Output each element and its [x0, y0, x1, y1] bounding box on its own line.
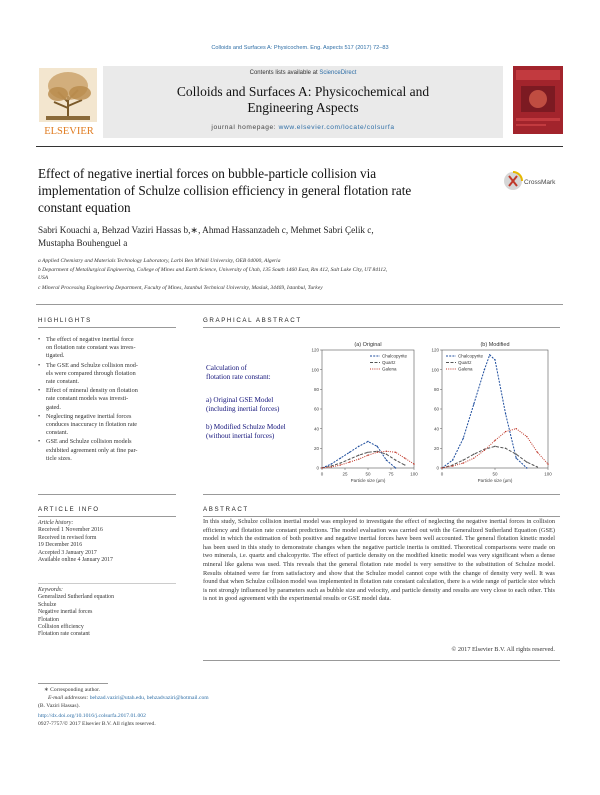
- highlights-list: [38, 336, 174, 464]
- data-point: [349, 458, 350, 459]
- data-point: [516, 454, 517, 455]
- x-tick-label: 100: [544, 471, 552, 477]
- article-title-line-1: Effect of negative inertial forces on bubble-particle collision via: [38, 166, 377, 181]
- data-point: [386, 459, 387, 460]
- data-point: [526, 467, 527, 468]
- chart-modified: [428, 338, 558, 486]
- legend-entry: Quartz: [458, 360, 472, 366]
- author-list: [38, 224, 558, 250]
- data-point: [537, 466, 538, 467]
- abstract-text: In this study, Schulze collision inertial model was employed to investigate the effect of neglecting the negative inertial forces in collision efficiency and flotation rate constant predictions. The model evaluation was carried out with the Generalized Sutherland Equation (GSE) model in which the estimation of both positive and negative inertial forces have been well accounted. The general flotation kinetic model has been used in this study to demonstrate changes when the negative particle inertia is omitted. Theoretical comparisons were made on two minerals, i.e. quartz and chalcopyrite. The effect of particle density on the modified kinetic model was very significant when a dense mineral like galena was used. This reveals that the general flotation rate model is very sensitive to the substitution of Schulze model. Results obtained were far from satisfactory and show that the Schulze model cannot cope with the change of density very well. It was found that when Schulze collision model was implemented in flotation rate constant calculation, there is a wide range of particle size which is not strongly influenced by parameters such as bubble size and velocity, and particle density and results are very close to each other. This is not in good agreement with the experimental results or GSE model data.: [203, 518, 555, 603]
- data-point: [494, 359, 495, 360]
- x-tick-label: 50: [492, 471, 498, 477]
- plot-frame: [322, 350, 414, 468]
- author-name-note: (B. Vaziri Hassas).: [38, 703, 80, 709]
- data-point: [404, 464, 405, 465]
- data-point: [452, 465, 453, 466]
- x-tick-label: 75: [388, 471, 394, 477]
- y-tick-label: 100: [311, 367, 319, 373]
- legend-entry: Chalcopyrite: [458, 353, 484, 359]
- highlights-heading: HIGHLIGHTS: [38, 317, 92, 324]
- article-info-heading: ARTICLE INFO: [38, 506, 100, 513]
- keyword: Collision efficiency: [38, 624, 84, 631]
- x-axis-label: Particle size (µm): [350, 478, 386, 483]
- data-point: [547, 463, 548, 464]
- data-point: [505, 448, 506, 449]
- y-tick-label: 120: [311, 347, 319, 353]
- abstract-top-rule: [203, 494, 560, 495]
- data-point: [537, 452, 538, 453]
- history-received: Received 1 November 2016: [38, 527, 103, 534]
- doi-line: [38, 713, 146, 720]
- journal-title-line-1: Colloids and Surfaces A: Physicochemical and: [176, 84, 430, 99]
- data-point: [494, 446, 495, 447]
- affiliation-b-country: USA: [38, 275, 49, 281]
- elsevier-logo: [36, 66, 102, 138]
- keyword: Generalized Sutherland equation: [38, 594, 114, 601]
- history-revised: Received in revised form: [38, 534, 97, 541]
- y-tick-label: 100: [431, 367, 439, 373]
- x-tick-label: 0: [440, 471, 444, 477]
- data-point: [367, 455, 368, 456]
- contents-line: [103, 70, 503, 76]
- data-point: [516, 457, 517, 458]
- data-point: [413, 463, 414, 464]
- y-tick-label: 0: [316, 465, 319, 471]
- abstract-copyright: © 2017 Elsevier B.V. All rights reserved.: [451, 646, 555, 653]
- data-point: [349, 461, 350, 462]
- y-tick-label: 40: [313, 426, 319, 432]
- highlight-item: • Neglecting negative inertial forces conduces inaccuracy in flotation rate constant.: [38, 413, 174, 438]
- data-point: [386, 451, 387, 452]
- data-point: [489, 354, 490, 355]
- x-tick-label: 50: [365, 471, 371, 477]
- history-online: Available online 4 January 2017: [38, 557, 113, 564]
- keyword: Flotation: [38, 616, 59, 623]
- data-point: [505, 431, 506, 432]
- data-point: [526, 436, 527, 437]
- data-point: [484, 369, 485, 370]
- x-tick-label: 25: [342, 471, 348, 477]
- data-point: [349, 452, 350, 453]
- data-point: [463, 459, 464, 460]
- y-tick-label: 120: [431, 347, 439, 353]
- graphical-abstract-heading: GRAPHICAL ABSTRACT: [203, 317, 302, 324]
- data-point: [386, 454, 387, 455]
- journal-cover-image: [513, 66, 563, 134]
- x-tick-label: 0: [320, 471, 324, 477]
- data-point: [358, 446, 359, 447]
- highlight-item: • GSE and Schulze collision models exhibited agreement only at fine par- ticle sizes.: [38, 438, 174, 463]
- data-point: [473, 457, 474, 458]
- authors-line-2: Mustapha Bouhenguel a: [38, 238, 128, 248]
- keywords-label: Keywords:: [38, 587, 63, 593]
- keywords: [38, 587, 178, 639]
- header-rule: [36, 146, 563, 147]
- article-title-line-3: constant equation: [38, 200, 131, 215]
- affil-rule: [36, 304, 563, 305]
- chart-title: (b) Modified: [480, 342, 510, 348]
- data-point: [516, 428, 517, 429]
- data-point: [494, 440, 495, 441]
- y-tick-label: 60: [433, 406, 439, 412]
- highlight-item: • Effect of mineral density on flotation rate constant models was investi- gated.: [38, 387, 174, 412]
- series-line-galena: [322, 451, 414, 468]
- data-point: [484, 450, 485, 451]
- issn-line: 0927-7757/© 2017 Elsevier B.V. All rights reserved.: [38, 721, 156, 727]
- authors-line-1: Sabri Kouachi a, Behzad Vaziri Hassas b,∗, Ahmad Hassanzadeh c, Mehmet Sabri Çelik c,: [38, 225, 374, 235]
- footnote-rule: [38, 683, 108, 684]
- y-tick-label: 40: [433, 426, 439, 432]
- graphical-abstract-rule: [203, 327, 560, 328]
- legend-entry: Quartz: [382, 360, 396, 366]
- data-point: [367, 441, 368, 442]
- doi-link[interactable]: http://dx.doi.org/10.1016/j.colsurfa.2017.01.002: [38, 713, 146, 719]
- x-tick-label: 100: [410, 471, 418, 477]
- ga-original-model-label: a) Original GSE Model (including inertial forces): [206, 396, 280, 413]
- history-label: Article history:: [38, 520, 74, 526]
- data-point: [331, 466, 332, 467]
- abstract-rule: [203, 516, 560, 517]
- history-revised-date: 19 December 2016: [38, 542, 83, 549]
- highlight-item: • The effect of negative inertial force on flotation rate constant was inves- tigated.: [38, 336, 174, 361]
- abstract-heading: ABSTRACT: [203, 506, 249, 513]
- chart-title: (a) Original: [354, 342, 382, 348]
- data-point: [377, 452, 378, 453]
- abstract-bottom-rule: [203, 660, 560, 661]
- data-point: [395, 459, 396, 460]
- data-point: [395, 452, 396, 453]
- article-history: [38, 520, 178, 564]
- data-point: [473, 454, 474, 455]
- crossmark-icon: [503, 170, 559, 192]
- keyword: Flotation rate constant: [38, 631, 90, 638]
- data-point: [463, 438, 464, 439]
- y-tick-label: 80: [433, 386, 439, 392]
- y-tick-label: 0: [436, 465, 439, 471]
- data-point: [321, 467, 322, 468]
- data-point: [358, 455, 359, 456]
- corresponding-author-note: ∗ Corresponding author.: [44, 687, 101, 693]
- y-tick-label: 20: [313, 445, 319, 451]
- contents-prefix: Contents lists available at: [249, 70, 320, 76]
- y-tick-label: 60: [313, 406, 319, 412]
- affiliation-b: b Department of Metallurgical Engineering, College of Mines and Earth Science, University of Utah, 135 South 1460 East, Rm 412, Salt Lake City, UT 84112,: [38, 267, 388, 273]
- article-info-rule: [38, 516, 176, 517]
- keyword: Schulze: [38, 601, 57, 608]
- article-title: [38, 165, 498, 216]
- homepage-url[interactable]: www.elsevier.com/locate/colsurfa: [278, 124, 395, 131]
- chart-original: [308, 338, 420, 486]
- legend-entry: Chalcopyrite: [382, 353, 408, 359]
- article-title-line-2: implementation of Schulze collision efficiency in general flotation rate: [38, 183, 412, 198]
- article-info-top-rule: [38, 494, 176, 495]
- series-line-quartz: [442, 446, 537, 468]
- elsevier-tree-icon: [36, 66, 102, 138]
- data-point: [331, 463, 332, 464]
- publisher-name: ELSEVIER: [44, 126, 94, 137]
- x-axis-label: Particle size (µm): [477, 478, 513, 483]
- legend-entry: Galena: [458, 366, 473, 372]
- email-links[interactable]: behzad.vaziri@utah.edu, behzadvaziri@hotmail.com: [89, 695, 209, 701]
- data-point: [340, 464, 341, 465]
- highlights-rule: [38, 327, 176, 328]
- data-point: [367, 452, 368, 453]
- affiliation-a: a Applied Chemistry and Materials Technology Laboratory, Larbi Ben M'hidi University, OEB 04000, Algeria: [38, 258, 281, 264]
- email-label: E-mail addresses:: [48, 695, 90, 701]
- affiliation-c: c Mineral Processing Engineering Department, Faculty of Mines, Istanbul Technical University, Maslak, 34469, Istanbul, Turkey: [38, 285, 323, 291]
- journal-reference[interactable]: Colloids and Surfaces A: Physicochem. Eng. Aspects 517 (2017) 72–83: [211, 45, 389, 51]
- data-point: [473, 403, 474, 404]
- data-point: [505, 413, 506, 414]
- legend-entry: Galena: [382, 366, 397, 372]
- data-point: [463, 462, 464, 463]
- series-line-chalcopyrite: [442, 355, 527, 468]
- journal-title: [103, 84, 503, 116]
- data-point: [340, 457, 341, 458]
- journal-homepage: [103, 124, 503, 131]
- y-tick-label: 20: [433, 445, 439, 451]
- data-point: [358, 458, 359, 459]
- keywords-rule: [38, 583, 176, 584]
- data-point: [340, 462, 341, 463]
- email-line: [48, 695, 209, 702]
- data-point: [377, 446, 378, 447]
- data-point: [404, 457, 405, 458]
- data-point: [395, 467, 396, 468]
- crossmark-label: CrossMark: [524, 179, 556, 186]
- journal-title-line-2: Engineering Aspects: [247, 100, 359, 115]
- keyword: Negative inertial forces: [38, 609, 93, 616]
- history-accepted: Accepted 3 January 2017: [38, 549, 97, 556]
- ga-calculation-label: Calculation of flotation rate constant:: [206, 364, 271, 381]
- crossmark-badge[interactable]: [503, 170, 559, 192]
- highlight-item: • The GSE and Schulze collision mod- els were compared through flotation rate constant.: [38, 362, 174, 387]
- data-point: [452, 459, 453, 460]
- data-point: [441, 467, 442, 468]
- homepage-prefix: journal homepage:: [211, 124, 279, 131]
- journal-cover: [513, 66, 563, 134]
- y-tick-label: 80: [313, 386, 319, 392]
- sciencedirect-link[interactable]: ScienceDirect: [319, 70, 357, 76]
- data-point: [526, 461, 527, 462]
- ga-modified-model-label: b) Modified Schulze Model (without inertial forces): [206, 423, 286, 440]
